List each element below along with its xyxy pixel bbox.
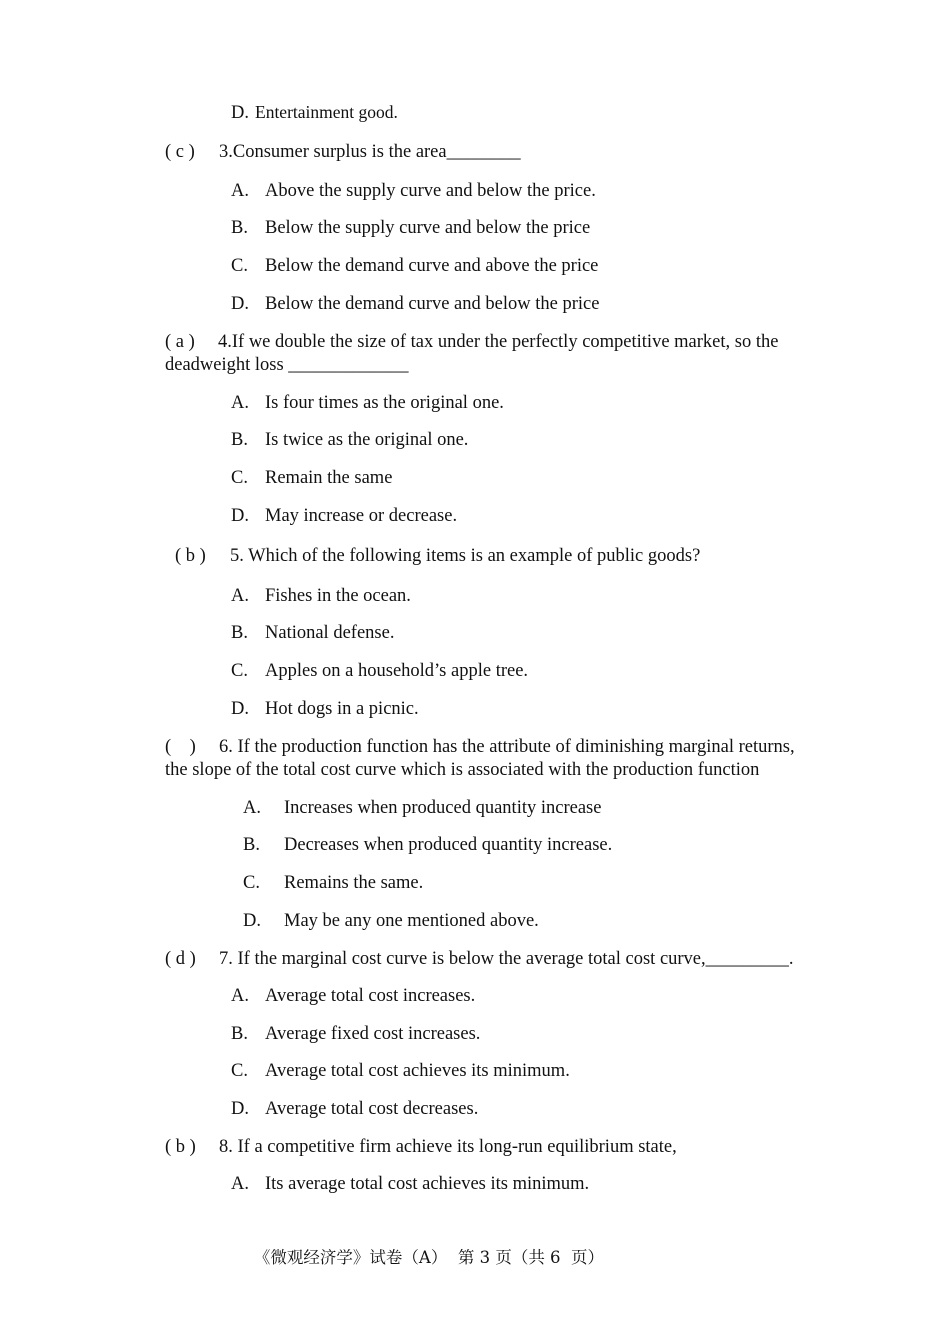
option-key: B.: [231, 218, 248, 238]
question-stem-line2: the slope of the total cost curve which is associated with the production function: [165, 760, 760, 780]
q3-option-a: [231, 182, 596, 201]
question-6-line2: [165, 761, 759, 780]
q6-option-a: [243, 799, 601, 818]
option-text: Average total cost increases.: [265, 986, 476, 1006]
option-key: A.: [231, 181, 249, 201]
q6-option-b: [243, 836, 612, 855]
option-text: Below the demand curve and above the price: [265, 256, 599, 276]
answer-mark: ( a ): [165, 332, 195, 352]
question-7: [165, 950, 794, 969]
q3-option-b: [231, 219, 590, 238]
option-text: Is four times as the original one.: [265, 393, 504, 413]
option-text: Remain the same: [265, 468, 393, 488]
q6-option-d: [243, 912, 539, 931]
option-key: A.: [231, 986, 249, 1006]
option-text: May increase or decrease.: [265, 506, 458, 526]
option-key: C.: [243, 873, 260, 893]
q5-option-c: [231, 662, 528, 681]
answer-mark: ( b ): [165, 1137, 196, 1157]
option-text: Average total cost decreases.: [265, 1099, 479, 1119]
option-key: A.: [231, 393, 249, 413]
q7-option-a: [231, 987, 475, 1006]
option-text: Increases when produced quantity increase: [284, 798, 602, 818]
option-text: Fishes in the ocean.: [265, 586, 411, 606]
question-stem: 3.Consumer surplus is the area________: [219, 142, 521, 162]
question-4: [165, 333, 778, 352]
option-key: A.: [231, 586, 249, 606]
option-key: B.: [231, 430, 248, 450]
question-stem: 7. If the marginal cost curve is below the average total cost curve,_________.: [219, 949, 794, 969]
question-5: [175, 547, 700, 566]
option-key: D.: [231, 1099, 249, 1119]
q4-option-d: [231, 507, 457, 526]
option-key: B.: [231, 623, 248, 643]
option-text: Is twice as the original one.: [265, 430, 469, 450]
question-8: [165, 1138, 677, 1157]
question-4-line2: [165, 356, 409, 375]
option-key: C.: [231, 661, 248, 681]
option-key: C.: [231, 468, 248, 488]
q7-option-d: [231, 1100, 478, 1119]
option-text: Apples on a household’s apple tree.: [265, 661, 529, 681]
option-text: Below the demand curve and below the price: [265, 294, 600, 314]
option-text: Remains the same.: [284, 873, 424, 893]
q4-option-b: [231, 431, 468, 450]
option-text: Average total cost achieves its minimum.: [265, 1061, 570, 1081]
answer-mark: ( ): [165, 737, 196, 757]
q7-option-b: [231, 1025, 480, 1044]
q5-option-b: [231, 624, 394, 643]
option-key: C.: [231, 256, 248, 276]
option-text: Above the supply curve and below the price.: [265, 181, 596, 201]
q5-option-d: [231, 700, 419, 719]
option-text: Below the supply curve and below the price: [265, 218, 591, 238]
question-stem: 8. If a competitive firm achieve its long-run equilibrium state,: [219, 1137, 677, 1157]
page-footer: 《微观经济学》试卷（A） 第 3 页（共 6 页）: [253, 1248, 605, 1267]
option-text: Its average total cost achieves its minimum.: [265, 1174, 590, 1194]
option-key: A.: [231, 1174, 249, 1194]
question-stem-line2: deadweight loss _____________: [165, 355, 409, 375]
option-key: B.: [231, 1024, 248, 1044]
option-key: B.: [243, 835, 260, 855]
q3-option-d: [231, 295, 599, 314]
option-key: D.: [231, 103, 249, 123]
answer-mark: ( d ): [165, 949, 196, 969]
answer-mark: ( c ): [165, 142, 195, 162]
question-6: [165, 738, 795, 757]
q4-option-a: [231, 394, 504, 413]
q2-option-d: [231, 104, 398, 123]
option-text: Average fixed cost increases.: [265, 1024, 481, 1044]
option-text: National defense.: [265, 623, 395, 643]
option-key: D.: [231, 506, 249, 526]
option-text: Hot dogs in a picnic.: [265, 699, 419, 719]
option-key: A.: [243, 798, 261, 818]
q7-option-c: [231, 1062, 570, 1081]
option-text: Entertainment good.: [255, 102, 398, 122]
q3-option-c: [231, 257, 598, 276]
option-key: D.: [231, 294, 249, 314]
option-text: Decreases when produced quantity increase.: [284, 835, 613, 855]
q8-option-a: [231, 1175, 589, 1194]
q6-option-c: [243, 874, 423, 893]
question-stem: 5. Which of the following items is an example of public goods?: [230, 546, 701, 566]
answer-mark: ( b ): [175, 546, 206, 566]
option-text: May be any one mentioned above.: [284, 911, 539, 931]
option-key: D.: [231, 699, 249, 719]
option-key: D.: [243, 911, 261, 931]
option-key: C.: [231, 1061, 248, 1081]
q5-option-a: [231, 587, 411, 606]
q4-option-c: [231, 469, 392, 488]
question-stem-line1: 6. If the production function has the attribute of diminishing marginal returns,: [219, 737, 795, 757]
question-3: [165, 143, 521, 162]
question-stem-line1: 4.If we double the size of tax under the perfectly competitive market, so the: [218, 332, 779, 352]
